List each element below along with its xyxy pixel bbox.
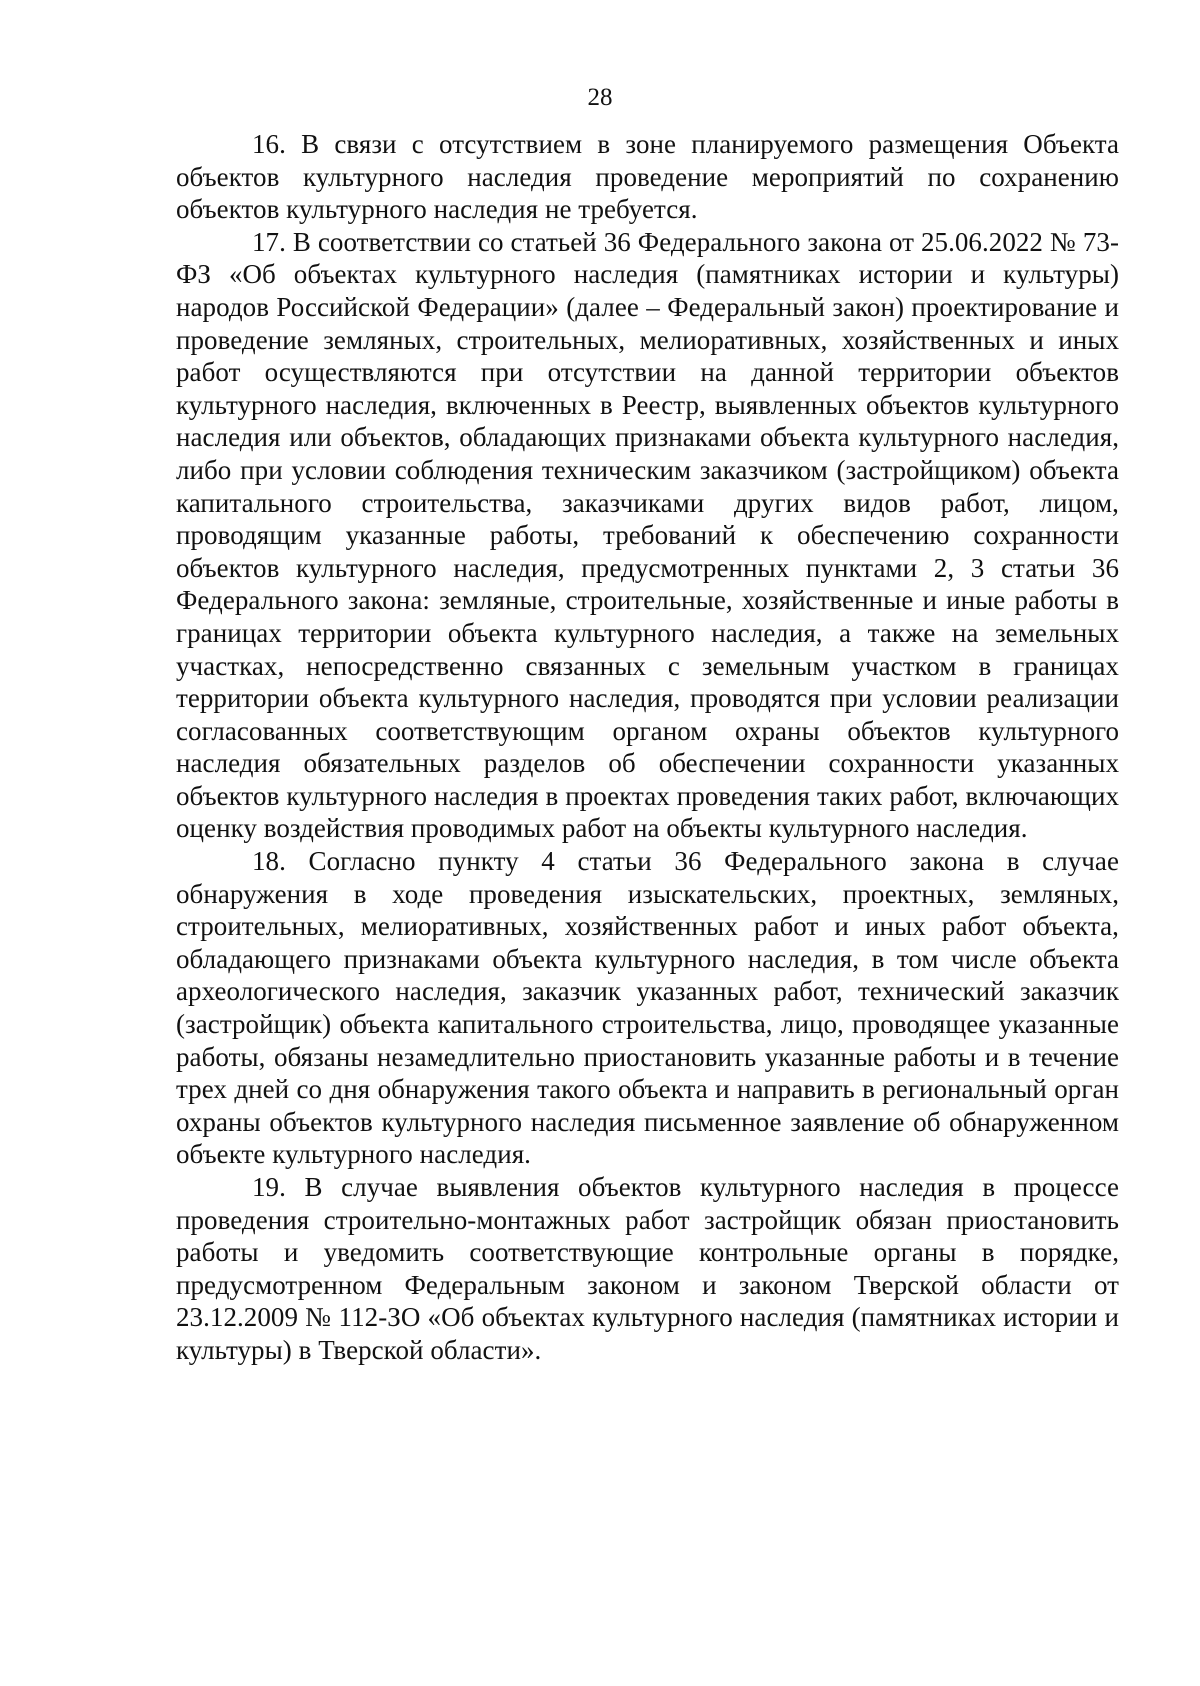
- paragraph-18: 18. Согласно пункту 4 статьи 36 Федерального закона в случае обнаружения в ходе проведения изыскательских, проектных, земляных, строительных, мелиоративных, хозяйственных работ и иных работ объекта, обладающего признаками объекта культурного наследия, в том числе объекта археологического наследия, заказчик указанных работ, технический заказчик (застройщик) объекта капитального строительства, лицо, проводящее указанные работы, обязаны незамедлительно приостановить указанные работы и в течение трех дней со дня обнаружения такого объекта и направить в региональный орган охраны объектов культурного наследия письменное заявление об обнаруженном объекте культурного наследия.: [176, 846, 1119, 1170]
- page-number: 28: [587, 84, 613, 111]
- paragraph-19: 19. В случае выявления объектов культурного наследия в процессе проведения строительно-монтажных работ застройщик обязан приостановить работы и уведомить соответствующие контрольные органы в порядке, предусмотренном Федеральным законом и законом Тверской области от 23.12.2009 № 112-ЗО «Об объектах культурного наследия (памятниках истории и культуры) в Тверской области».: [176, 1172, 1119, 1365]
- paragraph-16: 16. В связи с отсутствием в зоне планируемого размещения Объекта объектов культурного наследия проведение мероприятий по сохранению объектов культурного наследия не требуется.: [176, 129, 1119, 225]
- document-body: [176, 128, 1119, 1367]
- paragraph-17: 17. В соответствии со статьей 36 Федерального закона от 25.06.2022 № 73-ФЗ «Об объектах культурного наследия (памятниках истории и культуры) народов Российской Федерации» (далее – Федеральный закон) проектирование и проведение земляных, строительных, мелиоративных, хозяйственных и иных работ осуществляются при отсутствии на данной территории объектов культурного наследия, включенных в Реестр, выявленных объектов культурного наследия или объектов, обладающих признаками объекта культурного наследия, либо при условии соблюдения техническим заказчиком (застройщиком) объекта капитального строительства, заказчиками других видов работ, лицом, проводящим указанные работы, требований к обеспечению сохранности объектов культурного наследия, предусмотренных пунктами 2, 3 статьи 36 Федерального закона: земляные, строительные, хозяйственные и иные работы в границах территории объекта культурного наследия, а также на земельных участках, непосредственно связанных с земельным участком в границах территории объекта культурного наследия, проводятся при условии реализации согласованных соответствующим органом охраны объектов культурного наследия обязательных разделов об обеспечении сохранности указанных объектов культурного наследия в проектах проведения таких работ, включающих оценку воздействия проводимых работ на объекты культурного наследия.: [176, 226, 1119, 844]
